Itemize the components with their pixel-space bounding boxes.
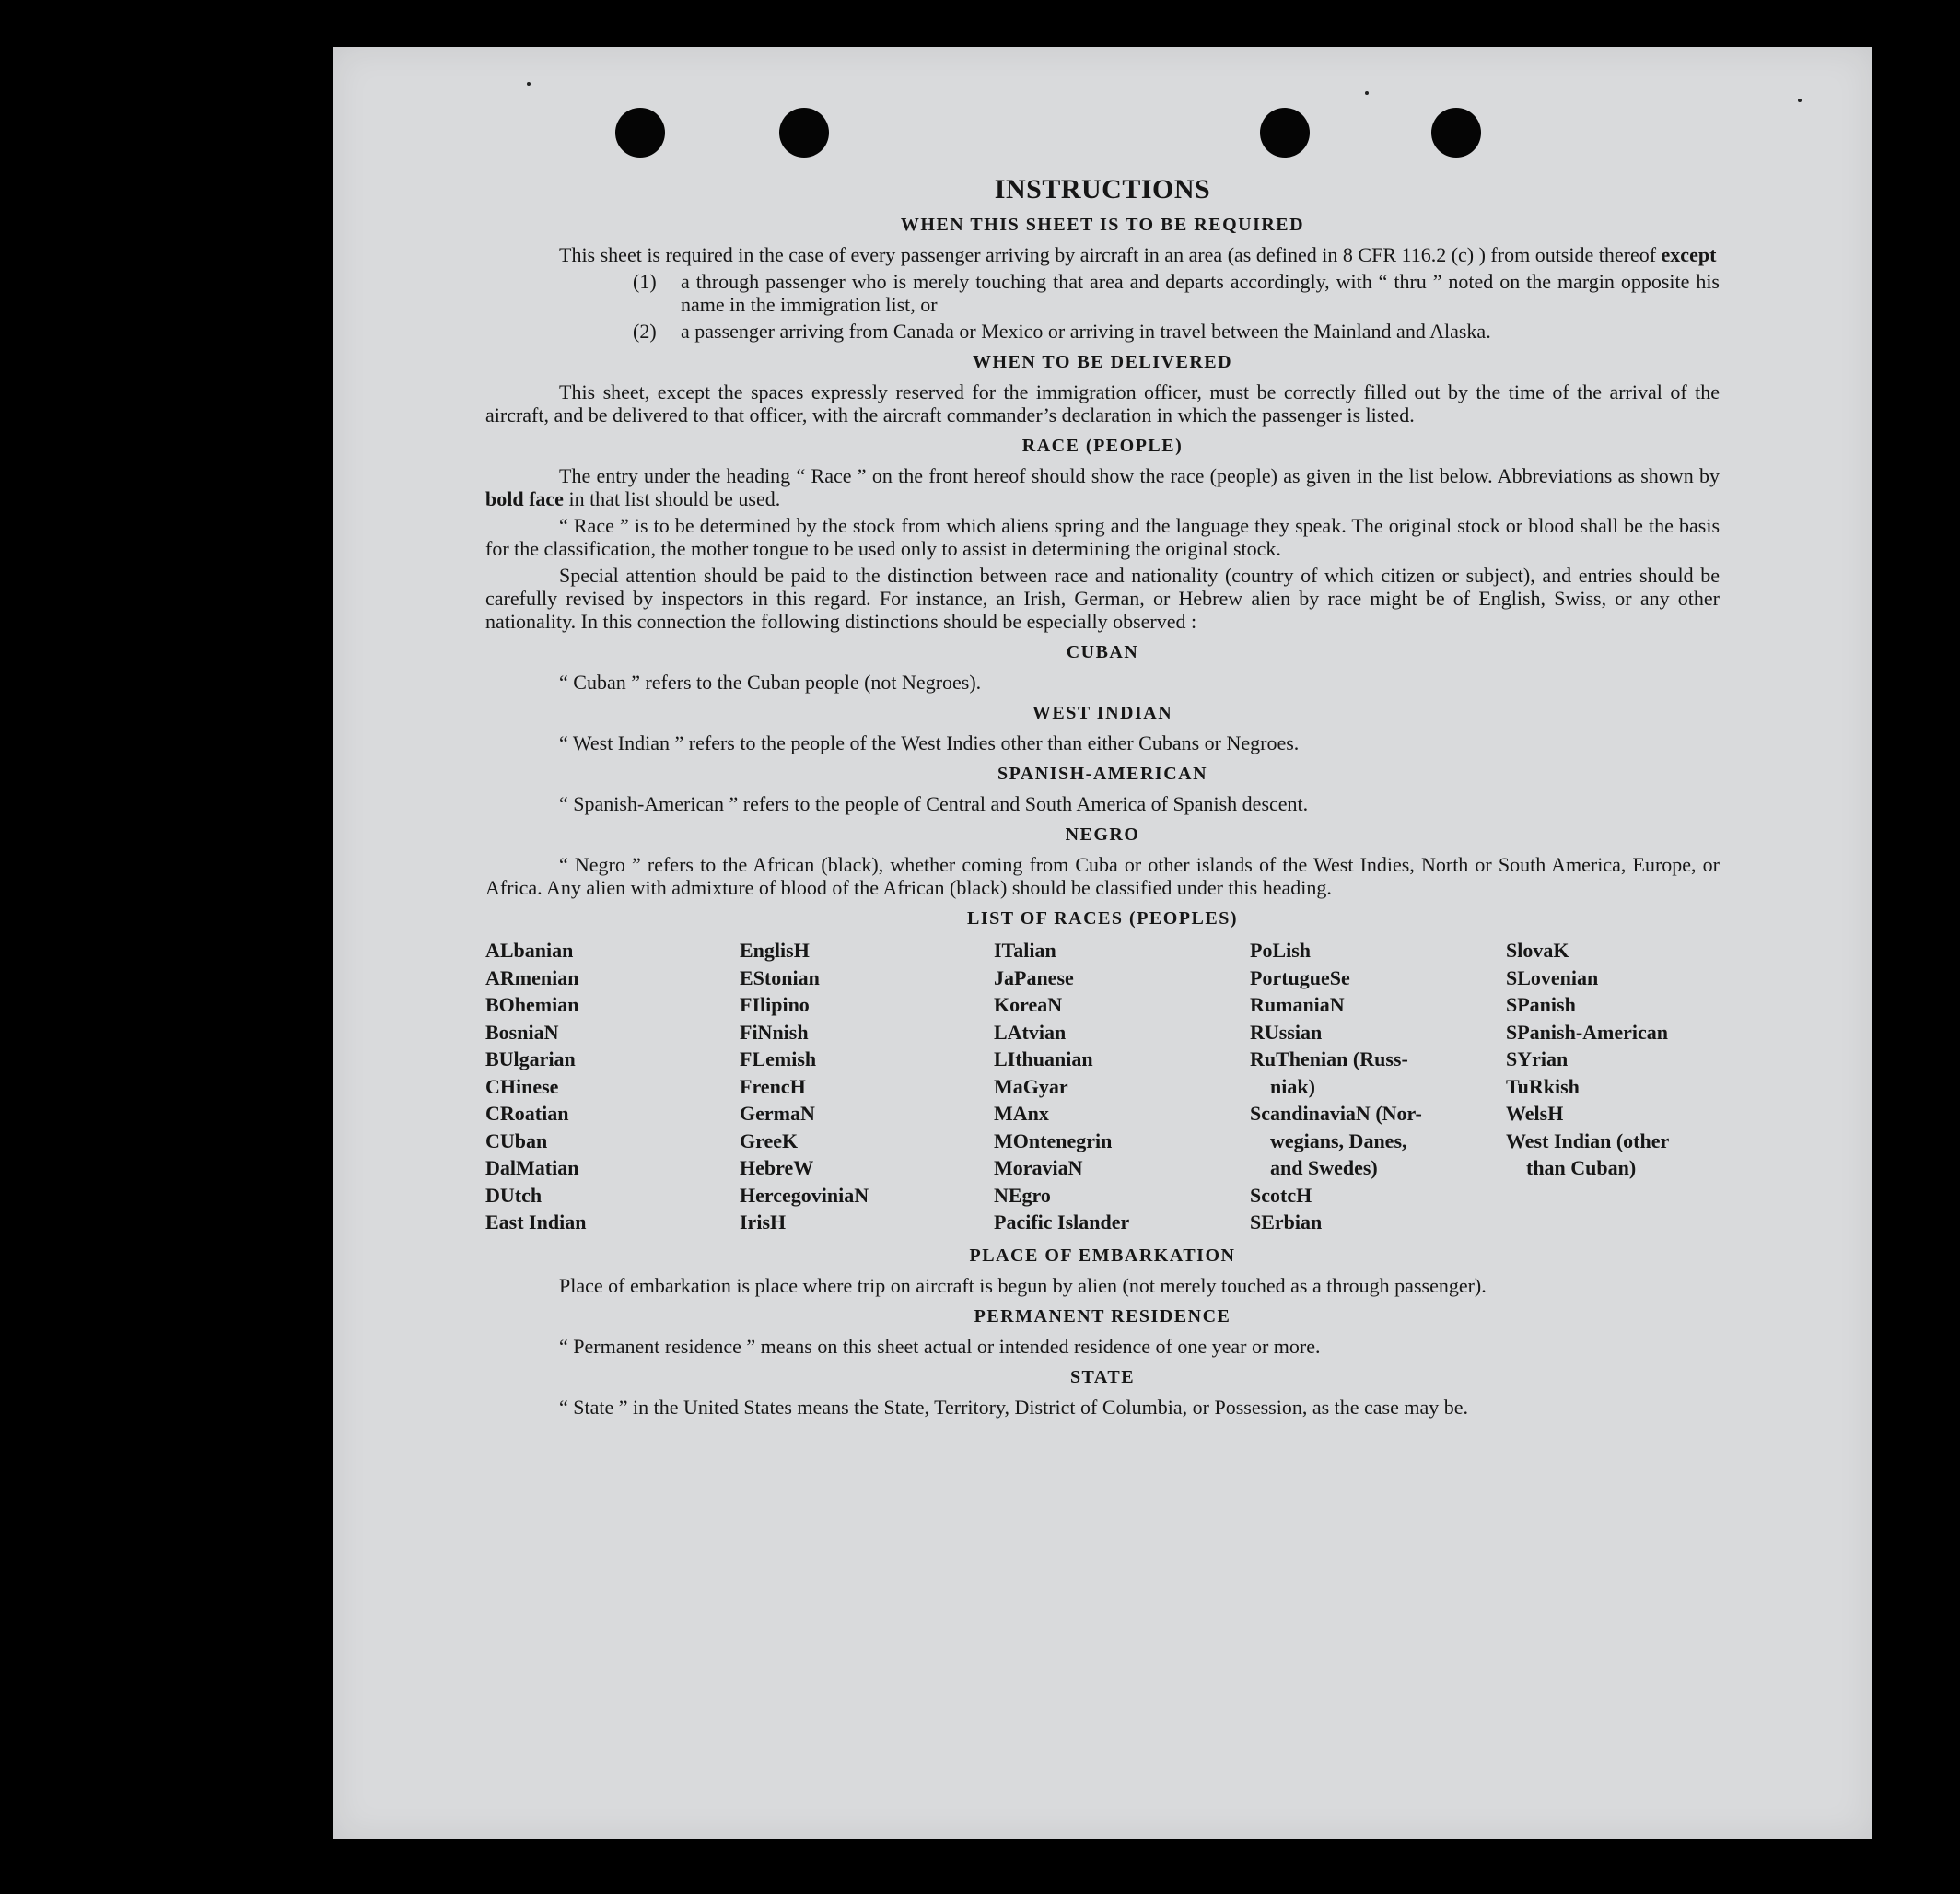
- races-column-1: [485, 937, 740, 1236]
- race-entry: ALbanian: [485, 939, 574, 962]
- negro-text: “ Negro ” refers to the African (black), whether coming from Cuba or other islands of the West Indies, North or South America, Europe, or Africa. Any alien with admixture of blood of the African (black) should be classified under this heading.: [485, 853, 1720, 899]
- race-entry: FiNnish: [740, 1020, 809, 1044]
- race-entry: FIlipino: [740, 993, 810, 1016]
- race-entry: HercegoviniaN: [740, 1183, 869, 1207]
- race-entry: BOhemian: [485, 993, 579, 1016]
- section-heading-negro: NEGRO: [1065, 824, 1140, 845]
- spanish-american-text: “ Spanish-American ” refers to the people of Central and South America of Spanish descent.: [559, 792, 1309, 815]
- race-entry: MAnx: [994, 1102, 1049, 1125]
- speck: [527, 82, 531, 86]
- race-entry: KoreaN: [994, 993, 1063, 1016]
- speck: [1365, 91, 1369, 95]
- race-entry: CRoatian: [485, 1102, 569, 1125]
- document-sheet: [333, 47, 1872, 1839]
- exception-item: (1) a through passenger who is merely touching that area and departs accordingly, with “ thru ” noted on the margin opposite his name in the immigration list, or: [633, 270, 1720, 316]
- punch-hole: [615, 108, 665, 158]
- race-entry: RumaniaN: [1250, 993, 1345, 1016]
- section-heading-spanish-american: SPANISH-AMERICAN: [997, 764, 1208, 784]
- race-entry: WelsH: [1506, 1102, 1564, 1125]
- race-entry: BosniaN: [485, 1020, 559, 1044]
- race-entry: EStonian: [740, 965, 820, 989]
- race-entry: LIthuanian: [994, 1047, 1093, 1070]
- punch-hole: [1431, 108, 1481, 158]
- race-entry: FrencH: [740, 1074, 806, 1098]
- races-column-2: [740, 937, 994, 1236]
- race-entry-continued: and Swedes): [1270, 1156, 1378, 1179]
- races-column-4: [1250, 937, 1506, 1236]
- race-entry: MOntenegrin: [994, 1128, 1113, 1152]
- race-paragraph-1: The entry under the heading “ Race ” on the front hereof should show the race (people) as given in the list below. Abbreviations as shown by bold face in that list should be used.: [485, 464, 1720, 510]
- cuban-text: “ Cuban ” refers to the Cuban people (not Negroes).: [559, 671, 982, 694]
- section-heading-race: RACE (PEOPLE): [1021, 436, 1184, 456]
- race-entry: RuThenian (Russ-: [1250, 1047, 1408, 1070]
- race-paragraph-2: “ Race ” is to be determined by the stock from which aliens spring and the language they speak. The original stock or blood shall be the basis for the classification, the mother tongue to be used only to assist in determining the original stock.: [485, 514, 1720, 560]
- race-entry: GreeK: [740, 1128, 799, 1152]
- section-heading-delivered: WHEN TO BE DELIVERED: [972, 352, 1233, 372]
- exception-item: (2) a passenger arriving from Canada or Mexico or arriving in travel between the Mainland and Alaska.: [633, 320, 1491, 343]
- races-column-3: [994, 937, 1250, 1236]
- race-entry: TuRkish: [1506, 1074, 1580, 1098]
- race-entry: Pacific Islander: [994, 1210, 1130, 1233]
- race-entry: IrisH: [740, 1210, 787, 1233]
- races-column-5: [1506, 937, 1736, 1236]
- state-text: “ State ” in the United States means the State, Territory, District of Columbia, or Possession, as the case may be.: [559, 1395, 1469, 1419]
- race-entry: HebreW: [740, 1156, 814, 1179]
- race-entry: East Indian: [485, 1210, 587, 1233]
- embarkation-text: Place of embarkation is place where trip on aircraft is begun by alien (not merely touched as a through passenger).: [559, 1273, 1487, 1297]
- race-entry: NEgro: [994, 1183, 1051, 1207]
- race-entry: BUlgarian: [485, 1047, 576, 1070]
- race-entry: GermaN: [740, 1102, 815, 1125]
- race-entry-continued: wegians, Danes,: [1270, 1128, 1407, 1152]
- race-entry: SYrian: [1506, 1047, 1569, 1070]
- punch-hole: [1260, 108, 1310, 158]
- race-entry: CUban: [485, 1128, 548, 1152]
- race-entry: DalMatian: [485, 1156, 579, 1179]
- race-entry: ScotcH: [1250, 1183, 1312, 1207]
- speck: [1798, 99, 1802, 102]
- race-entry: ITalian: [994, 939, 1056, 962]
- section-heading-list-of-races: LIST OF RACES (PEOPLES): [966, 908, 1238, 929]
- race-entry: LAtvian: [994, 1020, 1067, 1044]
- race-entry: SLovenian: [1506, 965, 1599, 989]
- race-entry: SErbian: [1250, 1210, 1323, 1233]
- race-paragraph-3: Special attention should be paid to the distinction between race and nationality (country of which citizen or subject), and entries should be carefully revised by inspectors in this regard. For instance, an Irish, German, or Hebrew alien by race might be of English, Swiss, or any other nationality. In this connection the following distinctions should be especially observed :: [485, 564, 1720, 633]
- race-entry: SlovaK: [1506, 939, 1569, 962]
- section-heading-residence: PERMANENT RESIDENCE: [974, 1305, 1231, 1327]
- delivered-text: This sheet, except the spaces expressly reserved for the immigration officer, must be correctly filled out by the time of the arrival of the aircraft, and be delivered to that officer, with the aircraft commander’s declaration in which the passenger is listed.: [485, 380, 1720, 427]
- race-entry: JaPanese: [994, 965, 1074, 989]
- race-entry: PoLish: [1250, 939, 1312, 962]
- race-entry: SPanish: [1506, 993, 1576, 1016]
- race-entry: DUtch: [485, 1183, 542, 1207]
- section-heading-cuban: CUBAN: [1066, 642, 1139, 662]
- instructions-content: [485, 174, 1720, 1422]
- section-heading-west-indian: WEST INDIAN: [1032, 703, 1173, 723]
- section-heading-state: STATE: [1069, 1366, 1136, 1387]
- race-entry: ARmenian: [485, 965, 579, 989]
- punch-hole: [779, 108, 829, 158]
- race-entry: PortugueSe: [1250, 965, 1350, 989]
- race-entry: SPanish-American: [1506, 1020, 1668, 1044]
- race-entry: RUssian: [1250, 1020, 1323, 1044]
- section-heading-required: WHEN THIS SHEET IS TO BE REQUIRED: [900, 215, 1305, 235]
- race-entry: West Indian (other: [1506, 1128, 1670, 1152]
- required-intro: This sheet is required in the case of every passenger arriving by aircraft in an area (as defined in 8 CFR 116.2 (c) ) from outside thereof except: [559, 243, 1717, 266]
- residence-text: “ Permanent residence ” means on this sheet actual or intended residence of one year or more.: [559, 1334, 1321, 1358]
- race-entry: MaGyar: [994, 1074, 1068, 1098]
- page-title: INSTRUCTIONS: [994, 174, 1211, 205]
- race-entry-continued: than Cuban): [1526, 1156, 1637, 1179]
- west-indian-text: “ West Indian ” refers to the people of the West Indies other than either Cubans or Negroes.: [559, 731, 1300, 754]
- races-list: [485, 937, 1720, 1236]
- race-entry: CHinese: [485, 1074, 559, 1098]
- race-entry: MoraviaN: [994, 1156, 1083, 1179]
- race-entry: EnglisH: [740, 939, 810, 962]
- race-entry: ScandinaviaN (Nor-: [1250, 1102, 1422, 1125]
- section-heading-embarkation: PLACE OF EMBARKATION: [969, 1245, 1236, 1266]
- race-entry: FLemish: [740, 1047, 817, 1070]
- race-entry-continued: niak): [1270, 1074, 1315, 1098]
